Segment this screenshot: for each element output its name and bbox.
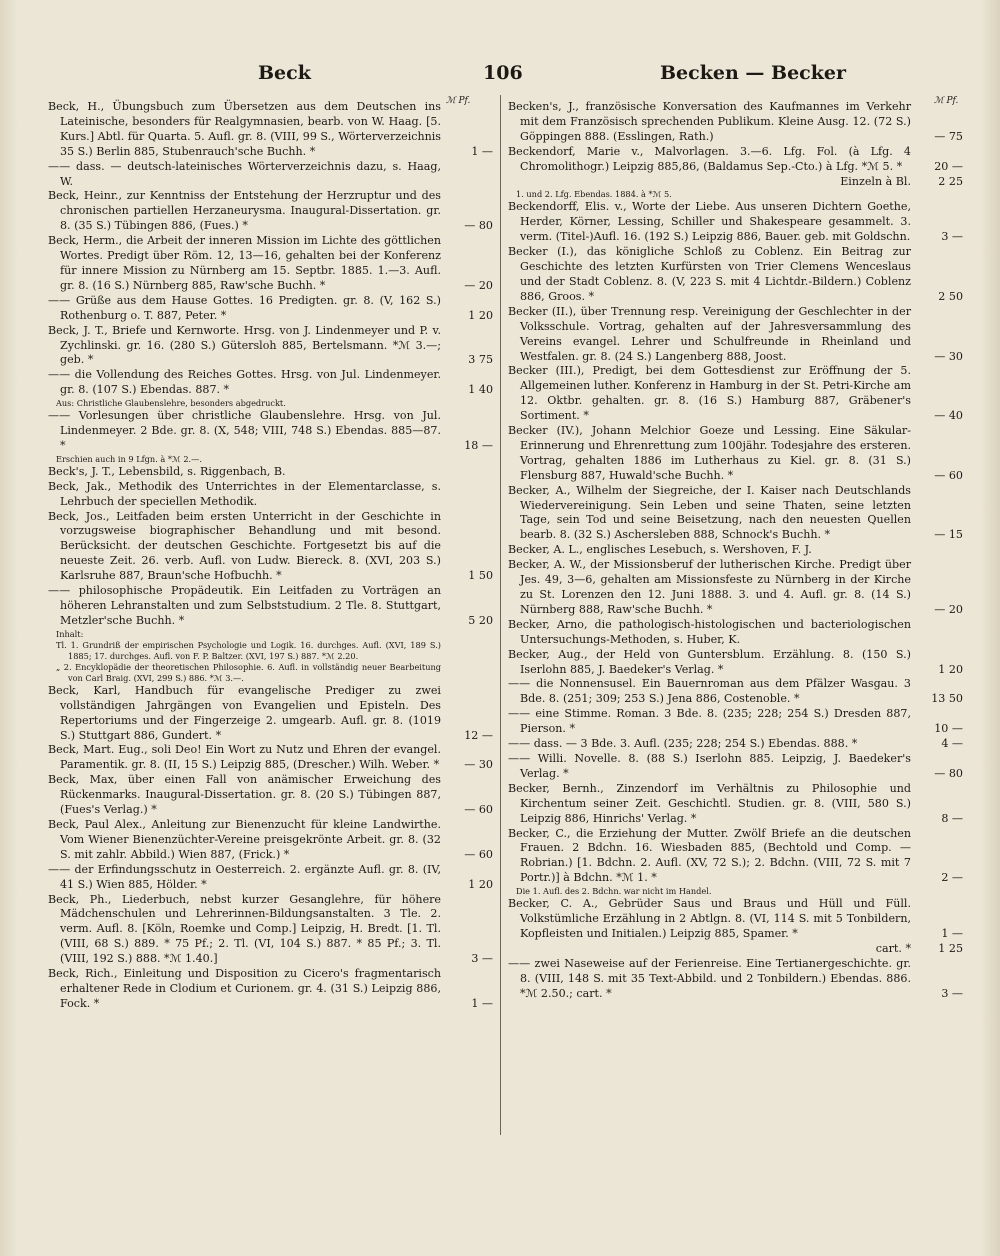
bibliography-entry [508, 752, 963, 782]
entry-text: Becken's, J., französische Konversation des Kaufmannes im Verkehr mit dem Französisch sprechenden Publikum. Kleine Ausg. 12. (72 S.) Göppingen 888. (Esslingen, Rath.) [508, 100, 911, 143]
bibliography-entry [508, 100, 963, 145]
entry-price: — 15 [934, 528, 963, 542]
entry-price: 1 — [471, 144, 493, 158]
entry-text: Becker, C. A., Gebrüder Saus und Braus und Hüll und Füll. Volkstümliche Erzählung in 2 Abtlgn. 8. (VI, 114 S. mit 5 Tonbildern, Kopfleisten und Initialen.) Leipzig 885, Spamer. * [508, 897, 911, 940]
entry-price: — 30 [934, 349, 963, 363]
bibliography-entry [48, 684, 493, 744]
currency-header-left: ℳ Pf. [446, 96, 471, 106]
bibliography-entry [48, 893, 493, 968]
entry-price: 10 — [934, 722, 963, 736]
entry-text: Becker (IV.), Johann Melchior Goeze und Lessing. Eine Säkular-Erinnerung und Ehrenrettung zum 100jähr. Todesjahre des ersteren. Vortrag, gehalten 1886 im Lutherhaus zu Kiel. gr. 8. (31 S.) Flensburg 887, Huwald'sche Buchh. * [508, 424, 911, 482]
entry-price: 13 50 [931, 692, 963, 706]
bibliography-entry [48, 294, 493, 324]
running-head-right: Becken — Becker [660, 62, 846, 84]
entry-note [48, 454, 493, 465]
bibliography-entry [508, 145, 963, 175]
entry-price: — 80 [464, 219, 493, 233]
entry-note [48, 629, 493, 640]
entry-text: Becker (I.), das königliche Schloß zu Coblenz. Ein Beitrag zur Geschichte des letzten Kurfürsten von Trier Clemens Wenceslaus und der Stadt Coblenz. 8. (V, 223 S. mit 4 Lichtdr.-Bildern.) Coblenz 886, Groos. * [508, 245, 911, 303]
entry-text: Becker, Bernh., Zinzendorf im Verhältnis zu Philosophie und Kirchentum seiner Zeit. Geschichtl. Studien. gr. 8. (VIII, 580 S.) Leipzig 886, Hinrichs' Verlag. * [508, 781, 911, 825]
bibliography-entry [508, 707, 963, 737]
entry-text: Aus: Christliche Glaubenslehre, besonders abgedruckt. [56, 398, 286, 409]
entry-text: —— zwei Naseweise auf der Ferienreise. Eine Tertianergeschichte. gr. 8. (VIII, 148 S. mit 35 Text-Abbild. und 2 Tonbildern.) Ebendas. 886. *ℳ 2.50.; cart. * [508, 956, 911, 1000]
entry-price: 1 20 [938, 662, 963, 676]
entry-price: 8 — [941, 811, 963, 825]
entry-text: Die 1. Aufl. des 2. Bdchn. war nicht im Handel. [516, 886, 712, 897]
entry-price: — 40 [934, 409, 963, 423]
bibliography-entry [48, 100, 493, 160]
entry-price: 1 25 [938, 941, 963, 955]
right-column [508, 100, 963, 1001]
bibliography-entry [48, 584, 493, 629]
entry-text: Inhalt: [56, 628, 84, 639]
entry-note [508, 189, 963, 200]
bibliography-entry [508, 737, 963, 752]
entry-price: 4 — [941, 737, 963, 751]
bibliography-entry [508, 782, 963, 827]
entry-price: 3 — [941, 230, 963, 244]
entry-price: 20 — [934, 159, 963, 173]
page-number: 106 [483, 62, 523, 84]
entry-text: —— die Nonnensusel. Ein Bauernroman aus dem Pfälzer Wasgau. 3 Bde. 8. (251; 309; 253 S.) Jena 886, Costenoble. * [508, 677, 911, 706]
entry-price: 1 40 [468, 383, 493, 397]
entry-price: 3 75 [468, 353, 493, 367]
column-divider [500, 95, 501, 1135]
bibliography-entry [508, 558, 963, 618]
entry-price: — 20 [934, 602, 963, 616]
bibliography-entry [48, 743, 493, 773]
entry-price: 2 50 [938, 289, 963, 303]
entry-text: Beck, Ph., Liederbuch, nebst kurzer Gesanglehre, für höhere Mädchenschulen und Lehrerinnen-Bildungsanstalten. 3 Tle. 2. verm. Aufl. 8. [Köln, Roemke und Comp.] Leipzig, H. Bredt. [1. Tl. (VIII, 68 S.) 889. * 75 Pf.; 2. Tl. (VI, 104 S.) 887. * 85 Pf.; 3. Tl. (VIII, 192 S.) 888. *ℳ 1.40.] [48, 892, 441, 966]
entry-price: 1 — [941, 926, 963, 940]
entry-price: 5 20 [468, 613, 493, 627]
bibliography-entry [508, 245, 963, 305]
bibliography-entry [508, 897, 963, 942]
bibliography-entry [48, 510, 493, 585]
bibliography-entry [48, 324, 493, 369]
entry-price: — 60 [934, 468, 963, 482]
entry-price: — 75 [934, 129, 963, 143]
entry-text: Becker, Aug., der Held von Guntersblum. Erzählung. 8. (150 S.) Iserlohn 885, J. Baedeker's Verlag. * [508, 647, 911, 676]
entry-text: Becker (II.), über Trennung resp. Vereinigung der Geschlechter in der Volksschule. Vortrag, gehalten auf der Jahresversammlung des Vereins evangel. Lehrer und Schulfreunde in Rheinland und Westfalen. gr. 8. (24 S.) Langenberg 888, Joost. [508, 304, 911, 363]
entry-text: Beck, Heinr., zur Kenntniss der Entstehung der Herzruptur und des chronischen partiellen Herzaneurysma. Inaugural-Dissertation. gr. 8. (35 S.) Tübingen 886, (Fues.) * [48, 189, 441, 233]
entry-text: Beck, Herm., die Arbeit der inneren Mission im Lichte des göttlichen Wortes. Predigt über Röm. 12, 13—16, gehalten bei der Konferenz für innere Mission zu Nürnberg am 15. Septbr. 1885. 1.—3. Aufl. gr. 8. (16 S.) Nürnberg 885, Raw'sche Buchh. * [48, 234, 441, 292]
entry-text: Beck, H., Übungsbuch zum Übersetzen aus dem Deutschen ins Lateinische, besonders für Realgymnasien, bearb. von W. Haag. [5. Kurs.] Abtl. für Quarta. 5. Aufl. gr. 8. (VIII, 99 S., Wörterverzeichnis 35 S.) Berlin 885, Stubenrauch'sche Buchh. * [48, 100, 441, 158]
bibliography-entry [48, 773, 493, 818]
entry-text: Beck, Jos., Leitfaden beim ersten Unterricht in der Geschichte in vorzugsweise biographischer Behandlung und mit besond. Berücksicht. der deutschen Geschichte. Fortgesetzt bis auf die neueste Zeit. 26. verb. Aufl. von Ludw. Biereck. 8. (XVI, 203 S.) Karlsruhe 887, Braun'sche Hofbuchh. * [48, 509, 441, 583]
bibliography-entry [48, 160, 493, 190]
entry-price: 3 — [941, 986, 963, 1000]
bibliography-entry [508, 364, 963, 424]
entry-price: 1 — [471, 996, 493, 1010]
entry-text: Beck's, J. T., Lebensbild, s. Riggenbach, B. [48, 464, 286, 478]
entry-note [48, 398, 493, 409]
entry-text: —— dass. — deutsch-lateinisches Wörterverzeichnis dazu, s. Haag, W. [48, 159, 441, 188]
entry-text: cart. * [875, 941, 911, 955]
entry-text: Beck, Rich., Einleitung und Disposition zu Cicero's fragmentarisch erhaltener Rede in Clodium et Curionem. gr. 4. (31 S.) Leipzig 886, Fock. * [48, 967, 441, 1010]
entry-text: Beck, Jak., Methodik des Unterrichtes in der Elementarclasse, s. Lehrbuch der speciellen Methodik. [48, 479, 441, 508]
bibliography-entry [508, 827, 963, 887]
bibliography-entry [48, 818, 493, 863]
running-head-left: Beck [258, 62, 311, 84]
entry-price: — 20 [464, 278, 493, 292]
entry-price: — 80 [934, 766, 963, 780]
bibliography-entry [48, 368, 493, 398]
currency-header-right: ℳ Pf. [934, 96, 959, 106]
entry-text: Beck, Paul Alex., Anleitung zur Bienenzucht für kleine Landwirthe. Vom Wiener Bienenzüchter-Vereine preisgekrönte Arbeit. gr. 8. (32 S. mit zahlr. Abbild.) Wien 887, (Frick.) * [48, 817, 441, 861]
entry-text: —— philosophische Propädeutik. Ein Leitfaden zu Vorträgen an höheren Lehranstalten und zum Selbststudium. 2 Tle. 8. Stuttgart, Metzler'sche Buchh. * [48, 584, 441, 627]
entry-price: — 60 [464, 847, 493, 861]
bibliography-entry [508, 424, 963, 484]
bibliography-entry [48, 234, 493, 294]
entry-text: —— Vorlesungen über christliche Glaubenslehre. Hrsg. von Jul. Lindenmeyer. 2 Bde. gr. 8. (X, 548; VIII, 748 S.) Ebendas. 885—87. * [48, 409, 441, 452]
entry-text: Becker, C., die Erziehung der Mutter. Zwölf Briefe an die deutschen Frauen. 2 Bdchn. 16. Wiesbaden 885, (Bechtold und Comp. — Robrian.) [1. Bdchn. 2. Aufl. (XV, 72 S.); 2. Bdchn. (VIII, 72 S. mit 7 Portr.)] à Bdchn. *ℳ 1. * [508, 826, 911, 885]
bibliography-entry [48, 189, 493, 234]
entry-price: — 60 [464, 803, 493, 817]
entry-note [48, 640, 493, 662]
entry-text: Becker (III.), Predigt, bei dem Gottesdienst zur Eröffnung der 5. Allgemeinen luther. Konferenz in Hamburg in der St. Petri-Kirche am 12. Oktbr. gehalten. gr. 8. (16 S.) Hamburg 887, Gräbener's Sortiment. * [508, 364, 911, 423]
entry-text: Beck, J. T., Briefe und Kernworte. Hrsg. von J. Lindenmeyer und P. v. Zychlinski. gr. 16. (280 S.) Gütersloh 885, Bertelsmann. *ℳ 3.—; geb. * [48, 323, 441, 367]
bibliography-entry [48, 465, 493, 480]
entry-text: Becker, A. W., der Missionsberuf der lutherischen Kirche. Predigt über Jes. 49, 3—6, gehalten am Missionsfeste zu Nürnberg in der Kirche zu St. Lorenzen den 12. Juni 1888. 3. und 4. Aufl. gr. 8. (14 S.) Nürnberg 888, Raw'sche Buchh. * [508, 558, 911, 616]
entry-text: —— Grüße aus dem Hause Gottes. 16 Predigten. gr. 8. (V, 162 S.) Rothenburg o. T. 887, Peter. * [48, 293, 441, 322]
entry-text: Beck, Mart. Eug., soli Deo! Ein Wort zu Nutz und Ehren der evangel. Paramentik. gr. 8. (II, 15 S.) Leipzig 885, (Drescher.) Wilh. Weber. * [48, 743, 441, 772]
entry-price: — 30 [464, 758, 493, 772]
entry-text: Becker, A., Wilhelm der Siegreiche, der I. Kaiser nach Deutschlands Wiedervereinigung. Sein Leben und seine Thaten, seine letzten Tage, sein Tod und seine Beisetzung, nach den neuesten Quellen bearb. 8. (32 S.) Aschersleben 888, Schnock's Buchh. * [508, 483, 911, 542]
bibliography-entry [508, 677, 963, 707]
entry-price: 1 20 [468, 308, 493, 322]
left-column [48, 100, 493, 1012]
entry-price: 12 — [464, 728, 493, 742]
entry-text: —— dass. — 3 Bde. 3. Aufl. (235; 228; 254 S.) Ebendas. 888. * [508, 737, 858, 751]
bibliography-entry [508, 942, 963, 957]
bibliography-entry [48, 480, 493, 510]
entry-text: Beckendorff, Elis. v., Worte der Liebe. Aus unseren Dichtern Goethe, Herder, Körner, Lessing, Schiller und Shakespeare gesammelt. 3. verm. (Titel-)Aufl. 16. (192 S.) Leipzig 886, Bauer. geb. mit Goldschn. [508, 200, 911, 244]
bibliography-entry [508, 200, 963, 245]
bibliography-entry [508, 648, 963, 678]
entry-text: Erschien auch in 9 Lfgn. à *ℳ 2.—. [56, 453, 202, 464]
entry-text: Becker, A. L., englisches Lesebuch, s. Wershoven, F. J. [508, 543, 812, 557]
bibliography-entry [508, 618, 963, 648]
bibliography-entry [508, 957, 963, 1002]
entry-text: —— der Erfindungsschutz in Oesterreich. 2. ergänzte Aufl. gr. 8. (IV, 41 S.) Wien 885, Hölder. * [48, 862, 441, 891]
entry-text: Beckendorf, Marie v., Malvorlagen. 3.—6. Lfg. Fol. (à Lfg. 4 Chromolithogr.) Leipzig 885,86, (Baldamus Sep.-Cto.) à Lfg. *ℳ 5. * [508, 144, 911, 173]
bibliography-entry [508, 543, 963, 558]
bibliography-entry [508, 175, 963, 190]
entry-price: 3 — [471, 952, 493, 966]
bibliography-entry [48, 863, 493, 893]
entry-price: 2 25 [938, 174, 963, 188]
entry-note [48, 662, 493, 684]
entry-price: 18 — [464, 438, 493, 452]
entry-text: Beck, Karl, Handbuch für evangelische Prediger zu zwei vollständigen Jahrgängen von Evangelien und Episteln. Des Repertoriums und der Fingerzeige 2. umgearb. Aufl. gr. 8. (1019 S.) Stuttgart 886, Gundert. * [48, 683, 441, 742]
entry-price: 1 50 [468, 569, 493, 583]
entry-text: Einzeln à Bl. [840, 174, 911, 188]
bibliography-entry [508, 305, 963, 365]
entry-text: Becker, Arno, die pathologisch-histologischen und bacteriologischen Untersuchungs-Methoden, s. Huber, K. [508, 617, 911, 646]
entry-text: —— Willi. Novelle. 8. (88 S.) Iserlohn 885. Leipzig, J. Baedeker's Verlag. * [508, 751, 911, 780]
entry-text: —— die Vollendung des Reiches Gottes. Hrsg. von Jul. Lindenmeyer. gr. 8. (107 S.) Ebendas. 887. * [48, 368, 441, 397]
entry-price: 1 20 [468, 877, 493, 891]
entry-text: Beck, Max, über einen Fall von anämischer Erweichung des Rückenmarks. Inaugural-Dissertation. gr. 8. (20 S.) Tübingen 887, (Fues's Verlag.) * [48, 773, 441, 817]
entry-text: —— eine Stimme. Roman. 3 Bde. 8. (235; 228; 254 S.) Dresden 887, Pierson. * [508, 707, 911, 736]
bibliography-entry [48, 409, 493, 454]
entry-note [508, 886, 963, 897]
entry-text: Tl. 1. Grundriß der empirischen Psychologie und Logik. 16. durchges. Aufl. (XVI, 189 S.) 1885; 17. durchges. Aufl. von F. P. Baltzer. (XVI, 197 S.) 887. *ℳ 2.20. [56, 639, 441, 661]
entry-price: 2 — [941, 871, 963, 885]
bibliography-entry [48, 967, 493, 1012]
bibliography-entry [508, 484, 963, 544]
entry-text: 1. und 2. Lfg. Ebendas. 1884. à *ℳ 5. [516, 189, 672, 200]
entry-text: „ 2. Encyklopädie der theoretischen Philosophie. 6. Aufl. in vollständig neuer Bearbeitung von Carl Braig. (XVI, 299 S.) 886. *ℳ 3.—. [56, 661, 441, 683]
